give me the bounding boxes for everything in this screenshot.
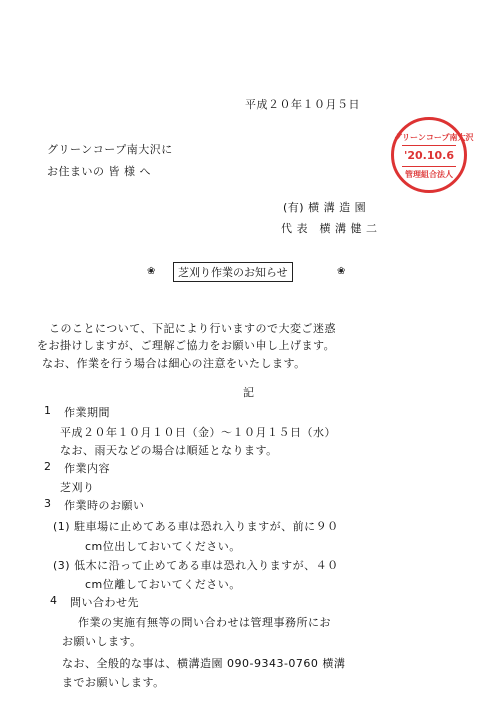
section-number: 1 bbox=[44, 404, 52, 417]
recipient-line-1: グリーンコープ南大沢に bbox=[47, 143, 173, 156]
flower-ornament-icon: ❀ bbox=[147, 266, 156, 277]
section-heading: 作業内容 bbox=[64, 462, 110, 475]
flower-ornament-icon: ❀ bbox=[337, 266, 346, 277]
ki-heading: 記 bbox=[243, 386, 255, 399]
section-line: cm位離しておいてください。 bbox=[85, 578, 241, 591]
intro-line: このことについて、下記により行いますので大変ご迷惑 bbox=[49, 322, 337, 335]
section-line: (3) 低木に沿って止めてある車は恐れ入りますが、４０ bbox=[53, 559, 339, 572]
stamp-divider-bottom bbox=[402, 166, 456, 167]
section-line: cm位出しておいてください。 bbox=[85, 540, 241, 553]
intro-line: なお、作業を行う場合は細心の注意をいたします。 bbox=[42, 357, 306, 370]
section-line: なお、全般的な事は、横溝造園 090-9343-0760 横溝 bbox=[62, 657, 346, 670]
recipient-line-2: お住まいの 皆 様 へ bbox=[47, 165, 151, 178]
section-heading: 作業時のお願い bbox=[64, 499, 145, 512]
received-stamp bbox=[391, 117, 474, 193]
stamp-org: グリーンコープ南大沢 bbox=[394, 133, 474, 142]
section-line: 芝刈り bbox=[60, 481, 95, 494]
section-heading: 問い合わせ先 bbox=[70, 596, 139, 609]
section-number: 2 bbox=[44, 460, 52, 473]
intro-line: をお掛けしますが、ご理解ご協力をお願い申し上げます。 bbox=[37, 339, 336, 352]
sender-company: (有) 横 溝 造 園 bbox=[283, 201, 367, 214]
section-heading: 作業期間 bbox=[64, 406, 110, 419]
section-line: までお願いします。 bbox=[62, 676, 165, 689]
stamp-date: '20.10.6 bbox=[404, 149, 454, 162]
section-line: 平成２０年１０月１０日（金）～１０月１５日（水） bbox=[60, 426, 336, 439]
section-line: 作業の実施有無等の問い合わせは管理事務所にお bbox=[78, 616, 331, 629]
section-line: お願いします。 bbox=[62, 635, 142, 648]
sender-representative: 代 表 横 溝 健 二 bbox=[281, 222, 378, 235]
notice-title: 芝刈り作業のお知らせ bbox=[173, 262, 293, 282]
section-number: 3 bbox=[44, 497, 52, 510]
section-line: (1) 駐車場に止めてある車は恐れ入りますが、前に９０ bbox=[53, 520, 339, 533]
section-line: なお、雨天などの場合は順延となります。 bbox=[60, 444, 278, 457]
stamp-role: 管理組合法人 bbox=[405, 170, 453, 179]
section-number: 4 bbox=[50, 594, 58, 607]
stamp-divider-top bbox=[402, 145, 456, 146]
document-date: 平成２０年１０月５日 bbox=[245, 98, 360, 111]
